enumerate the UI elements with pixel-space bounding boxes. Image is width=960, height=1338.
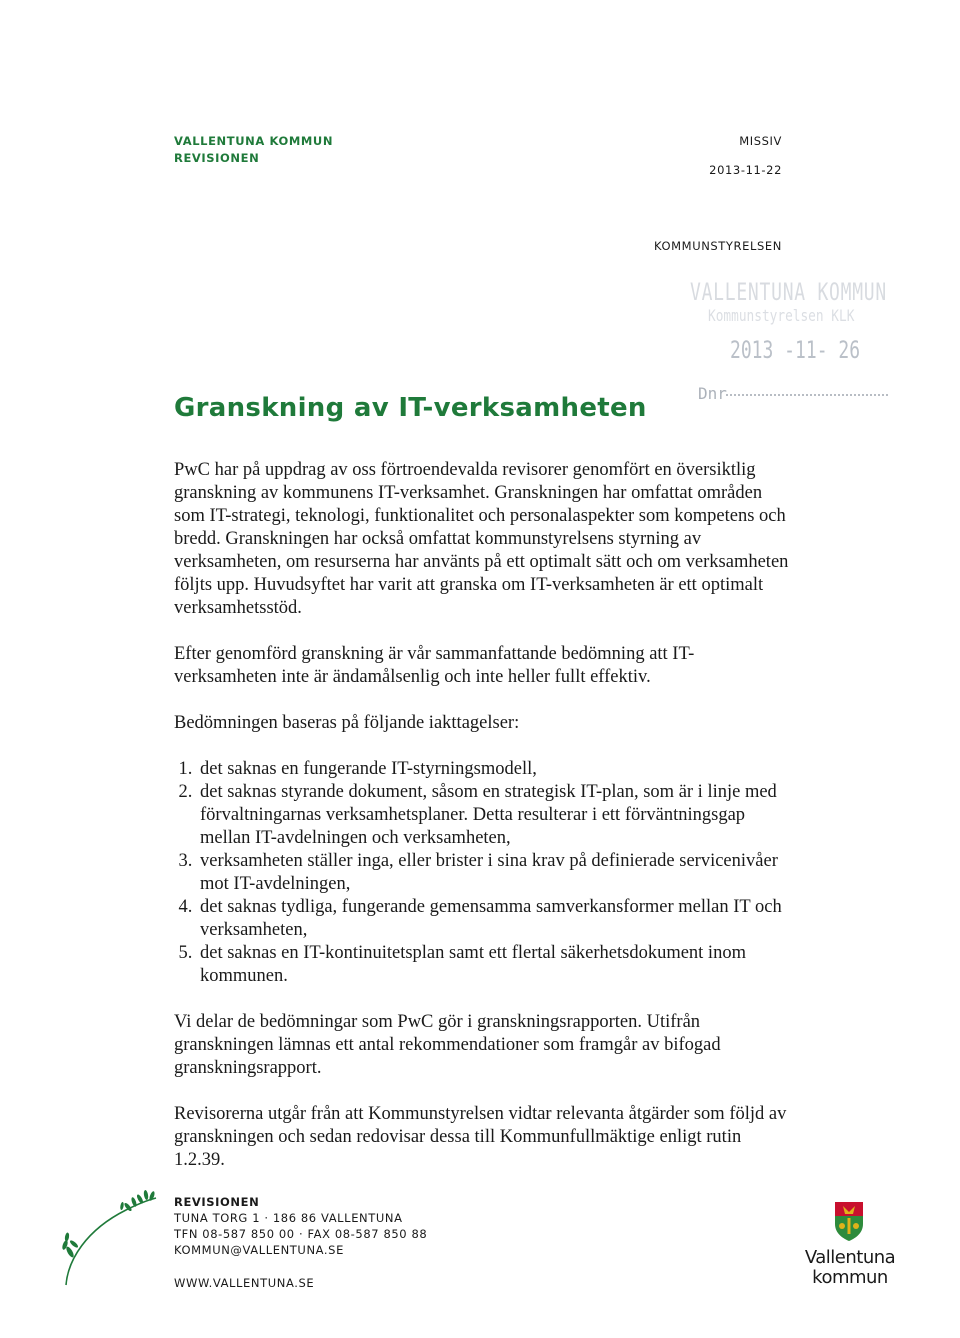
document-date: 2013-11-22 [709, 163, 782, 177]
assessment-paragraph: Efter genomförd granskning är vår sammanfattande bedömning att IT-verksamheten inte är ändamålsenlig och inte heller fullt effektiv. [174, 644, 695, 687]
stamp-dnr-line [726, 394, 888, 396]
sender-block [174, 133, 333, 167]
sender-org: VALLENTUNA KOMMUN [174, 134, 334, 148]
footer-email: KOMMUN@VALLENTUNA.SE [174, 1243, 344, 1257]
brand-line-2: kommun [812, 1267, 888, 1288]
stamp-org: VALLENTUNA KOMMUN [690, 278, 887, 306]
list-item: 1. det saknas en fungerande IT-styrningsmodell, [197, 758, 794, 781]
coat-of-arms-icon [832, 1200, 866, 1242]
stamp-dnr: Dnr [698, 384, 727, 403]
list-item: 2. det saknas styrande dokument, såsom en strategisk IT-plan, som är i linje med förvaltningarnas verksamhetsplaner. Detta resulterar i ett förväntningsgap mellan IT-avdelningen och verksamheten, [197, 781, 794, 850]
stamp-unit: Kommunstyrelsen KLK [708, 306, 855, 325]
branch-logo-icon [56, 1190, 166, 1290]
page-title: Granskning av IT-verksamheten [174, 393, 647, 423]
list-item: 3. verksamheten ställer inga, eller brister i sina krav på definierade servicenivåer mot IT-avdelningen, [197, 850, 794, 896]
document-type: MISSIV [739, 134, 782, 148]
received-stamp [690, 276, 890, 426]
share-paragraph: Vi delar de bedömningar som PwC gör i granskningsrapporten. Utifrån granskningen lämnas ett antal rekommendationer som framgår av bifogad granskningsrapport. [174, 1012, 721, 1078]
closing-paragraph: Revisorerna utgår från att Kommunstyrelsen vidtar relevanta åtgärder som följd av granskningen och sedan redovisar dessa till Kommunfullmäktige enligt rutin 1.2.39. [174, 1104, 787, 1170]
brand-wordmark [798, 1248, 902, 1288]
letter-body [174, 459, 794, 1195]
sender-unit: REVISIONEN [174, 151, 260, 165]
recipient: KOMMUNSTYRELSEN [653, 239, 782, 253]
stamp-date: 2013 -11- 26 [730, 336, 861, 364]
intro-paragraph: PwC har på uppdrag av oss förtroendevalda revisorer genomfört en översiktlig granskning av kommunens IT-verksamhet. Granskningen har omfattat områden som IT-strategi, teknologi, funktionalitet och personalaspekter som kompetens och bredd. Granskningen har också omfattat kommunstyrelsens styrning av verksamheten, om resurserna har använts på ett optimalt sätt och om verksamheten följts upp. Huvudsyftet har varit att granska om IT-verksamheten är ett optimalt verksamhetsstöd. [174, 460, 789, 618]
document-meta [709, 133, 782, 191]
basis-paragraph: Bedömningen baseras på följande iakttagelser: [174, 713, 520, 733]
footer-website: WWW.VALLENTUNA.SE [174, 1276, 315, 1290]
list-item: 4. det saknas tydliga, fungerande gemensamma samverkansformer mellan IT och verksamheten, [197, 896, 794, 942]
footer-name: REVISIONEN [174, 1195, 260, 1209]
brand-line-1: Vallentuna [804, 1247, 896, 1268]
list-item: 5. det saknas en IT-kontinuitetsplan samt ett flertal säkerhetsdokument inom kommunen. [197, 942, 794, 988]
footer-address-block [174, 1194, 427, 1258]
footer-phone: TFN 08-587 850 00 · FAX 08-587 850 88 [174, 1227, 428, 1241]
footer-address: TUNA TORG 1 · 186 86 VALLENTUNA [174, 1211, 403, 1225]
observations-list [174, 758, 794, 988]
